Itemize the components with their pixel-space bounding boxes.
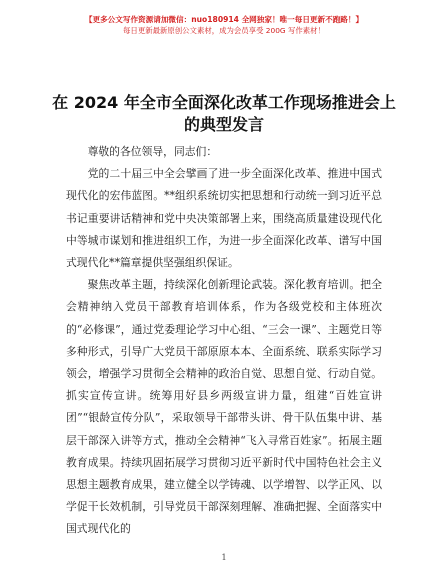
promo-banner — [0, 14, 448, 36]
document-title-line1: 在 2024 年全市全面深化改革工作现场推进会上 — [52, 93, 396, 112]
body-paragraph: 党的二十届三中全会擘画了进一步全面深化改革、推进中国式现代化的宏伟蓝图。**组织系统切实把思想和行动统一到习近平总书记重要讲话精神和党中央决策部署上来，围绕高质量建设现代化中等城市谋划和推进组织工作，为进一步全面深化改革、谱写中国式现代化**篇章提供坚强组织保证。 — [66, 167, 382, 270]
document-body — [66, 141, 382, 541]
document-title-line2: 的典型发言 — [183, 115, 264, 134]
promo-banner-line2: 每日更新最新原创公文素材，成为会员享受 200G 写作素材！ — [123, 26, 325, 35]
promo-banner-line1: 【更多公文写作资源请加微信：nuo180914 全网独家！唯一每日更新不跑路！】 — [84, 15, 364, 24]
document-title — [40, 92, 408, 136]
body-paragraph: 聚焦改革主题，持续深化创新理论武装。深化教育培训。把全会精神纳入党员干部教育培训体系，作为各级党校和主体班次的“必修课”，通过党委理论学习中心组、“三会一课”、主题党日等多种形式，引导广大党员干部原原本本、全面系统、联系实际学习领会，增强学习贯彻全会精神的政治自觉、思想自觉、行动自觉。抓实宣传宣讲。统筹用好县乡两级宣讲力量，组建“百姓宣讲团”“银龄宣传分队”，采取领导干部带头讲、骨干队伍集中讲、基层干部深入讲等方式，推动全会精神“飞入寻常百姓家”。拓展主题教育成果。持续巩固拓展学习贯彻习近平新时代中国特色社会主义思想主题教育成果，建立健全以学铸魂、以学增智、以学正风、以学促干长效机制，引导党员干部深刻理解、准确把握、全面落实中国式现代化的 — [66, 278, 382, 536]
salutation: 尊敬的各位领导，同志们： — [87, 145, 218, 158]
page-number: 1 — [221, 553, 227, 562]
